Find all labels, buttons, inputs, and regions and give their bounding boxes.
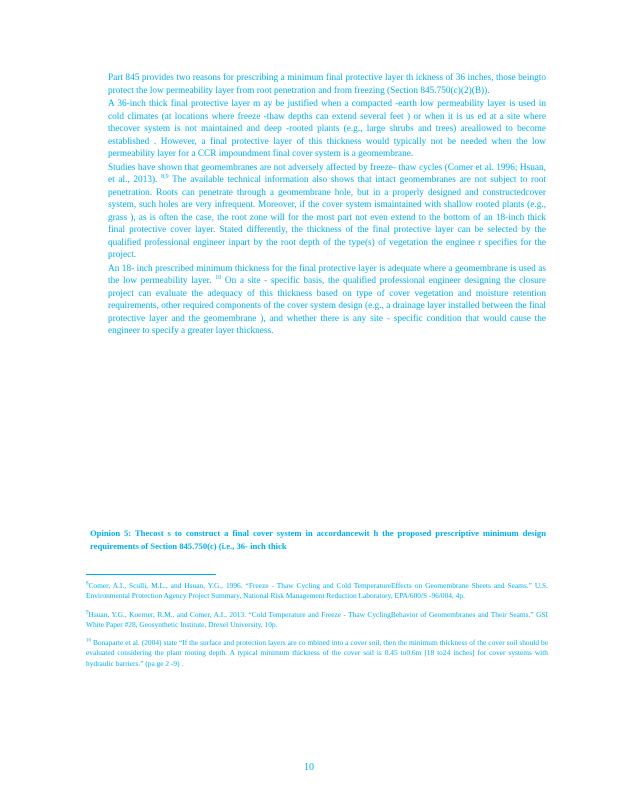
- bullet-list: [86, 72, 546, 339]
- footnote-10: $^{10}$ Bonaparte et al. (2004) state “If the surface and protection layers are co mbined into a cover soil, then the minimum thickness of the cover soil should be evaluated considering the plant rooting depth. A typical minimum thickness of the cover soil is 0.45 to0.6m [18 to24 inches] for cover systems with hydraulic barriers.” (pa ge 2 -9) .: [86, 638, 548, 668]
- bullet-text: An 18- inch prescribed minimum thickness for the final protective layer is adequate where a geomembrane is used as the low permeability layer. $^{10}$ On a site - specific basis, the qualified professional engineer designing the closure project can evaluate the adequacy of this thickness based on type of cover vegetation and moisture retention requirements, other required components of the cover system design (e.g., a drainage layer installed between the final protective layer and the geomembrane ), and whether there is any site - specific condition that would cause the engineer to specify a greater layer thickness.: [108, 263, 546, 336]
- footnotes: [86, 581, 548, 677]
- footnote-8: $^8$Comer, A.I., Sculli, M.L., and Hsuan, Y.G., 1996. “Freeze - Thaw Cycling and Cold TemperatureEffects on Geomembrane Sheets and Seams.” U.S. Environmental Protection Agency Project Summary, National Risk Management Reduction Laboratory, EPA/600/S -96/004, 4p.: [86, 581, 548, 601]
- bullet-item-3: [86, 162, 546, 262]
- bullet-text: Part 845 provides two reasons for prescribing a minimum final protective layer th ickness of 36 inches, those beingto protect the low permeability layer from root penetration and from freezing (Section 845.750(c)(2)(B)).: [108, 73, 546, 96]
- footnote-divider: [86, 574, 216, 575]
- footnote-9: $^9$Hsuan, Y.G., Koerner, R.M., and Comer, A.I., 2013. “Cold Temperature and Freeze - Thaw CyclingBehavior of Geomembranes and Their Seams.” GSI White Paper #28, Geosynthetic Institute, Drexel University, 10p.: [86, 609, 548, 629]
- bullet-item-1: [86, 72, 546, 97]
- bullet-text: A 36-inch thick final protective layer m ay be justified when a compacted -earth low permeability layer is used in cold climates (at locations where freeze -thaw depths can extend several feet ) or when it is us ed at a site where thecover system is not maintained and deep -rooted plants (e.g., large shrubs and trees) areallowed to become established . However, a final protective layer of this thickness would typically not be needed when the low permeability layer for a CCR impoundment final cover system is a geomembrane.: [108, 99, 546, 159]
- bullet-item-2: [86, 98, 546, 161]
- bullet-text: Studies have shown that geomembranes are not adversely affected by freeze- thaw cycles (Comer et al. 1996; Hsuan, et al., 2013). $^{8,9}$ The available technical information also shows that intact geomembranes are not subject to root penetration. Roots can penetrate through a geomembrane hole, but in a properly designed and constructedcover system, such holes are very infrequent. Moreover, if the cover system ismaintained with shallow rooted plants (e.g., grass ), as is often the case, the root zone will for the most part not even extend to the bottom of an 18-inch thick final protective cover layer. Stated differently, the thickness of the final protective layer can be selected by the qualified professional engineer inpart by the root depth of the type(s) of vegetation the enginee r specifies for the project.: [108, 162, 546, 260]
- page-number: 10: [304, 762, 314, 773]
- opinion-heading: Opinion 5: Thecost s to construct a final cover system in accordancewit h the proposed prescriptive minimum design requirements of Section 845.750(c) (i.e., 36- inch thick: [90, 528, 546, 551]
- bullet-item-4: [86, 263, 546, 338]
